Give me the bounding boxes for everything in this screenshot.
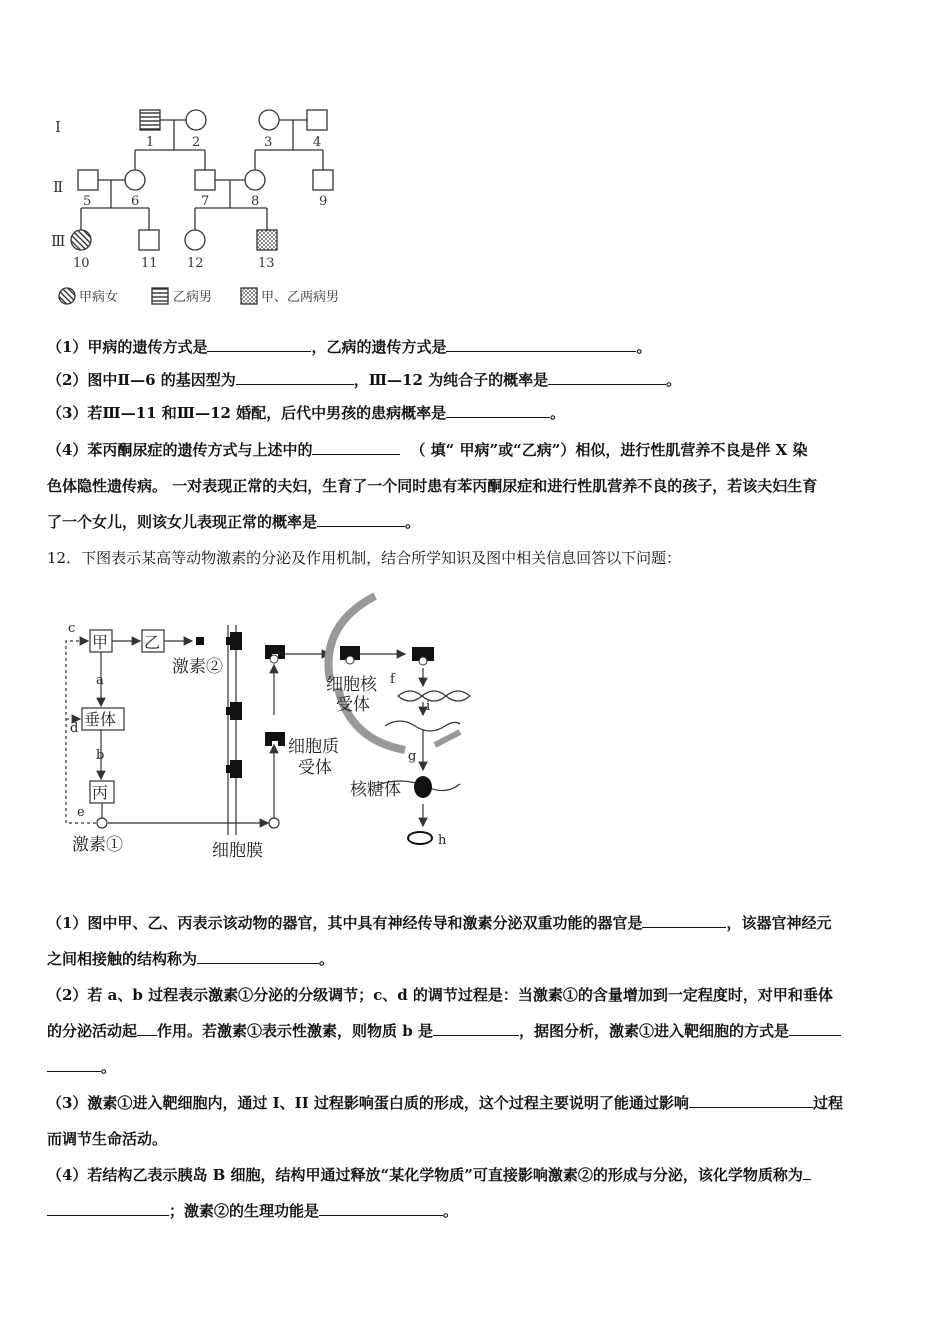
organ-chuiti: 垂体 <box>84 710 117 729</box>
membrane-label: 细胞膜 <box>212 841 263 861</box>
q12-p3-text-a: （3）激素①进入靶细胞内，通过 I、II 过程影响蛋白质的形成，这个过程主要说明了能通过影响 <box>47 1094 689 1112</box>
q12-p2-text-c: 作用。若激素①表示性激素，则物质 b 是 <box>157 1022 433 1040</box>
gen-label-1: I <box>55 118 61 136</box>
answer-blank <box>446 337 636 352</box>
q12-part2 <box>47 985 833 1005</box>
q12-p4-text-a: （4）若结构乙表示胰岛 B 细胞，结构甲通过释放“某化学物质”可直接影响激素②的形成与分泌，该化学物质称为 <box>47 1166 803 1184</box>
legend-affected-female: 甲病女 <box>79 290 119 305</box>
organ-bing: 丙 <box>92 783 109 802</box>
hormone1-label: 激素① <box>72 835 123 855</box>
q11-p1-text-b: ，乙病的遗传方式是 <box>311 338 447 356</box>
hormone1-dot-cell <box>269 818 279 828</box>
answer-blank <box>548 370 666 385</box>
q11-p4-text-e: 。 <box>405 513 421 531</box>
q12-p4-text-c: 。 <box>443 1202 459 1220</box>
q12-part3-cont <box>47 1129 167 1149</box>
q11-p4-text-a: （4）苯丙酮尿症的遗传方式与上述中的 <box>47 441 313 459</box>
cyto-receptor-label-1: 细胞质 <box>288 737 339 757</box>
answer-blank <box>137 1021 157 1036</box>
q12-intro <box>47 548 681 568</box>
q11-p4-text-b: （ 填“ 甲病”或“乙病”）相似，进行性肌营养不良是伴 X 染 <box>410 441 808 459</box>
pedigree-chart <box>45 100 375 315</box>
label-d: d <box>70 721 79 736</box>
answer-blank <box>689 1093 813 1108</box>
q12-p1-text-b: ，该器官神经元 <box>726 914 832 932</box>
individual-11 <box>139 230 159 250</box>
q12-intro-text: 12．下图表示某高等动物激素的分泌及作用机制，结合所学知识及图中相关信息回答以下问题： <box>47 549 682 567</box>
individual-13 <box>257 230 277 250</box>
answer-blank <box>446 403 550 418</box>
label-a: a <box>96 673 104 688</box>
id-8: 8 <box>251 194 260 209</box>
q12-part4-cont <box>47 1201 458 1221</box>
answer-blank <box>312 440 400 455</box>
q12-p1-text-d: 。 <box>319 950 335 968</box>
q12-p3-text-b: 过程 <box>812 1094 843 1112</box>
legend-b-male: 乙病男 <box>173 290 213 305</box>
individual-6 <box>125 170 145 190</box>
label-e: e <box>77 805 85 820</box>
q11-part2 <box>47 370 681 390</box>
q11-part4 <box>47 440 808 460</box>
hormone1-bound <box>346 656 354 664</box>
q11-part1 <box>47 337 651 357</box>
q12-p4-text-b: ；激素②的生理功能是 <box>169 1202 320 1220</box>
individual-12 <box>185 230 205 250</box>
answer-blank <box>319 1201 443 1216</box>
q11-p1-text-a: （1）甲病的遗传方式是 <box>47 338 208 356</box>
q11-p4-text-c: 色体隐性遗传病。 一对表现正常的夫妇，生育了一个同时患有苯丙酮尿症和进行性肌营养不良的孩子，若该夫妇生育 <box>47 477 818 495</box>
q11-part4-end <box>47 512 420 532</box>
answer-blank <box>207 337 311 352</box>
answer-blank <box>47 1201 169 1216</box>
label-i: i <box>426 699 431 714</box>
q12-p2-text-e: 。 <box>101 1058 117 1076</box>
individual-1 <box>140 110 160 130</box>
individual-9 <box>313 170 333 190</box>
legend-b-male-symbol <box>152 288 168 304</box>
nuclear-receptor-label-1: 细胞核 <box>326 675 377 695</box>
q12-part2-end <box>47 1057 116 1077</box>
protein-product <box>408 832 432 844</box>
id-10: 10 <box>73 256 90 271</box>
q12-part2-cont <box>47 1021 841 1041</box>
label-c: c <box>68 621 76 636</box>
id-5: 5 <box>83 194 92 209</box>
answer-blank <box>317 512 405 527</box>
ribosome-shape <box>414 776 432 798</box>
q12-p2-text-b: 的分泌活动起 <box>47 1022 138 1040</box>
answer-blank <box>236 370 354 385</box>
gen-label-2: Ⅱ <box>53 178 64 196</box>
q11-p3-text-b: 。 <box>550 404 566 422</box>
individual-3 <box>259 110 279 130</box>
individual-8 <box>245 170 265 190</box>
id-1: 1 <box>146 135 155 150</box>
answer-blank <box>433 1021 519 1036</box>
hormone2-label: 激素② <box>172 657 223 677</box>
id-6: 6 <box>131 194 140 209</box>
id-4: 4 <box>313 135 322 150</box>
legend-both-male: 甲、乙两病男 <box>261 290 340 305</box>
id-3: 3 <box>264 135 273 150</box>
hormone1-in-cyto <box>270 655 278 663</box>
label-f: f <box>390 672 395 687</box>
q12-p1-text-a: （1）图中甲、乙、丙表示该动物的器官，其中具有神经传导和激素分泌双重功能的器官是 <box>47 914 643 932</box>
answer-blank <box>803 1165 811 1180</box>
hormone2-molecule <box>196 637 204 645</box>
q12-part4 <box>47 1165 811 1185</box>
q11-part4-cont <box>47 476 817 496</box>
q11-part3 <box>47 403 565 423</box>
answer-blank <box>197 949 319 964</box>
q11-p2-text-a: （2）图中Ⅱ—6 的基因型为 <box>47 371 236 389</box>
id-13: 13 <box>258 256 275 271</box>
cytoplasm-receptor <box>265 732 285 746</box>
individual-10 <box>71 230 91 250</box>
q12-p1-text-c: 之间相接触的结构称为 <box>47 950 198 968</box>
q11-p3-text-a: （3）若Ⅲ—11 和Ⅲ—12 婚配，后代中男孩的患病概率是 <box>47 404 447 422</box>
id-2: 2 <box>192 135 201 150</box>
gen-label-3: Ⅲ <box>51 232 66 250</box>
cyto-receptor-label-2: 受体 <box>298 758 332 778</box>
id-11: 11 <box>141 256 158 271</box>
organ-yi: 乙 <box>144 633 161 652</box>
q12-part3 <box>47 1093 843 1113</box>
hormone1-bound-nuc <box>419 657 427 665</box>
answer-blank <box>789 1021 841 1036</box>
individual-5 <box>78 170 98 190</box>
q11-p2-text-c: 。 <box>666 371 682 389</box>
legend-both-male-symbol <box>241 288 257 304</box>
label-h: h <box>438 833 447 848</box>
id-12: 12 <box>187 256 204 271</box>
q12-p2-text-d: ，据图分析，激素①进入靶细胞的方式是 <box>518 1022 789 1040</box>
q12-part1 <box>47 913 831 933</box>
answer-blank <box>47 1057 101 1072</box>
q12-p2-text-a: （2）若 a、b 过程表示激素①分泌的分级调节；c、d 的调节过程是：当激素①的含量增加到一定程度时，对甲和垂体 <box>47 986 833 1004</box>
legend-affected-female-symbol <box>59 288 75 304</box>
individual-2 <box>186 110 206 130</box>
ribosome-label: 核糖体 <box>350 780 401 800</box>
hormone1-dot <box>97 818 107 828</box>
organ-jia: 甲 <box>92 633 109 652</box>
answer-blank <box>642 913 726 928</box>
id-7: 7 <box>201 194 210 209</box>
q11-p1-text-c: 。 <box>636 338 652 356</box>
label-g: g <box>408 749 417 764</box>
q11-p2-text-b: ，Ⅲ—12 为纯合子的概率是 <box>353 371 549 389</box>
label-b: b <box>96 748 105 763</box>
nuclear-receptor-label-2: 受体 <box>336 695 370 715</box>
individual-4 <box>307 110 327 130</box>
id-9: 9 <box>319 194 328 209</box>
hormone-diagram <box>60 590 490 870</box>
individual-7 <box>195 170 215 190</box>
q11-p4-text-d: 了一个女儿，则该女儿表现正常的概率是 <box>47 513 318 531</box>
q12-p3-text-c: 而调节生命活动。 <box>47 1130 168 1148</box>
q12-part1-cont <box>47 949 334 969</box>
